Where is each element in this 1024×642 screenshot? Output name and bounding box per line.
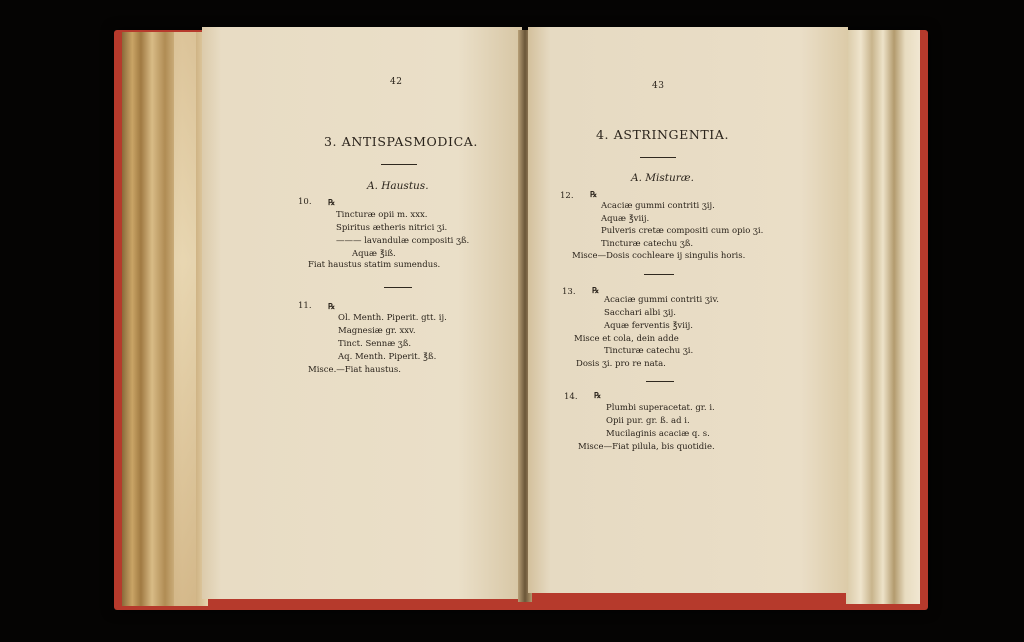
preceding-page-strip <box>174 32 196 606</box>
instruction-line: Fiat haustus statim sumendus. <box>308 260 441 270</box>
instruction-line: Misce et cola, dein adde <box>574 334 679 344</box>
divider <box>384 287 412 288</box>
ingredient-line: Acaciæ gummi contriti ʒij. <box>601 201 715 211</box>
subheading: A. Misturæ. <box>631 172 694 184</box>
subheading: A. Haustus. <box>367 180 429 192</box>
section-heading: 4. ASTRINGENTIA. <box>596 127 730 142</box>
ingredient-line: ——— lavandulæ compositi ʒß. <box>336 236 470 246</box>
ingredient-line: Acaciæ gummi contriti ʒiv. <box>604 295 719 305</box>
instruction-line: Dosis ʒi. pro re nata. <box>576 359 666 369</box>
rx-symbol: ℞ <box>328 301 336 311</box>
ingredient-line: Tincturæ opii m. xxx. <box>336 210 428 220</box>
left-page <box>202 27 522 599</box>
ingredient-line: Pulveris cretæ compositi cum opio ʒi. <box>601 226 764 236</box>
ingredient-line: Sacchari albi ʒij. <box>604 308 676 318</box>
divider <box>646 381 674 382</box>
recipe-number: 14. <box>564 392 578 402</box>
instruction-line: Misce—Fiat pilula, bis quotidie. <box>578 442 715 452</box>
ingredient-line: Aquæ ferventis ℥viij. <box>604 321 693 331</box>
right-page <box>528 27 848 593</box>
page-number: 42 <box>390 77 403 87</box>
ingredient-line: Opii pur. gr. ß. ad i. <box>606 416 690 426</box>
section-heading: 3. ANTISPASMODICA. <box>324 134 478 149</box>
rx-symbol: ℞ <box>592 285 600 295</box>
recipe-number: 10. <box>298 197 312 207</box>
ingredient-line: Spiritus ætheris nitrici ʒi. <box>336 223 448 233</box>
ingredient-line: Ol. Menth. Piperit. gtt. ij. <box>338 313 447 323</box>
rx-symbol: ℞ <box>328 197 336 207</box>
ingredient-line: Tinct. Sennæ ʒß. <box>338 339 412 349</box>
recipe-number: 11. <box>298 301 312 311</box>
page-edges-right <box>846 30 920 604</box>
ingredient-line: Tincturæ catechu ʒß. <box>601 239 694 249</box>
ingredient-line: Aq. Menth. Piperit. ℥ß. <box>338 352 437 362</box>
page-number: 43 <box>652 81 665 91</box>
rx-symbol: ℞ <box>594 390 602 400</box>
recipe-number: 12. <box>560 191 574 201</box>
instruction-line: Misce—Dosis cochleare ij singulis horis. <box>572 251 746 261</box>
divider <box>640 157 676 158</box>
page-edges-left <box>122 32 208 606</box>
divider <box>644 274 674 275</box>
ingredient-line: Aquæ ℥viij. <box>601 214 650 224</box>
recipe-number: 13. <box>562 287 576 297</box>
ingredient-line: Tincturæ catechu ʒi. <box>604 346 694 356</box>
ingredient-line: Mucilaginis acaciæ q. s. <box>606 429 710 439</box>
ingredient-line: Aquæ ℥iß. <box>352 249 396 259</box>
rx-symbol: ℞ <box>590 189 598 199</box>
divider <box>381 164 417 165</box>
instruction-line: Misce.—Fiat haustus. <box>308 365 401 375</box>
ingredient-line: Magnesiæ gr. xxv. <box>338 326 416 336</box>
ingredient-line: Plumbi superacetat. gr. i. <box>606 403 715 413</box>
